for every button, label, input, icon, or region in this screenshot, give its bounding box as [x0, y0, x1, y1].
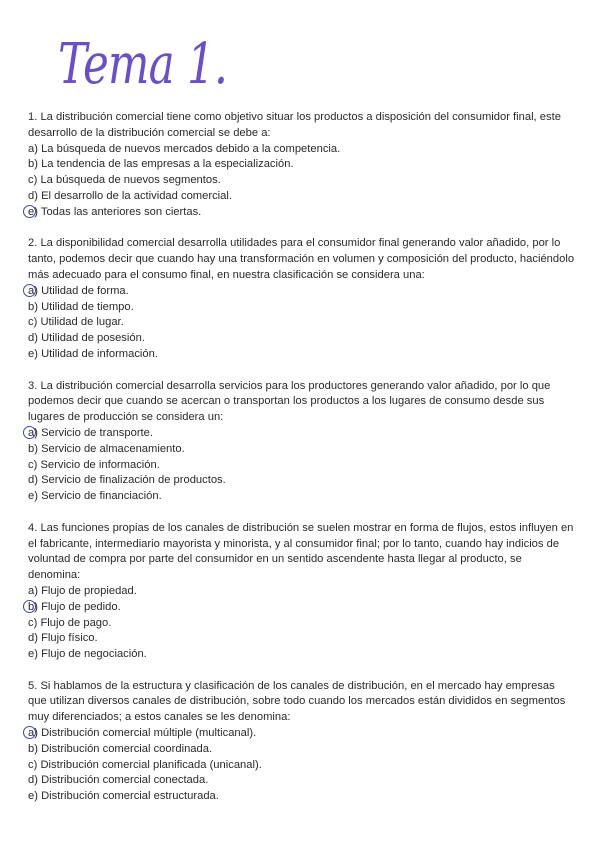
- option-letter: d): [28, 774, 38, 787]
- answer-option: [28, 284, 576, 300]
- answer-option: [28, 789, 576, 805]
- answer-option: [28, 758, 576, 774]
- option-letter: e): [28, 347, 38, 360]
- option-text: Flujo de negociación.: [41, 648, 147, 661]
- option-text: Distribución comercial planificada (unicanal).: [40, 758, 262, 771]
- answer-option: [28, 647, 576, 663]
- answer-option: [28, 616, 576, 632]
- option-letter: b): [28, 158, 38, 171]
- option-letter: b): [28, 742, 38, 755]
- option-letter: e): [28, 205, 38, 218]
- option-letter: a): [28, 284, 38, 297]
- question-list: [28, 110, 576, 821]
- option-letter: d): [28, 474, 38, 487]
- option-letter: a): [28, 727, 38, 740]
- option-text: Servicio de financiación.: [41, 490, 162, 503]
- answer-option: [28, 584, 576, 600]
- answer-option: [28, 726, 576, 742]
- option-text: Utilidad de información.: [41, 347, 158, 360]
- page-title: Tema 1.: [58, 32, 228, 97]
- option-letter: a): [28, 142, 38, 155]
- answer-options: [28, 726, 576, 805]
- option-text: Servicio de almacenamiento.: [41, 442, 185, 455]
- answer-options: [28, 142, 576, 221]
- answer-options: [28, 284, 576, 363]
- option-letter: c): [28, 616, 38, 629]
- answer-options: [28, 584, 576, 663]
- answer-option: [28, 157, 576, 173]
- option-text: Servicio de información.: [40, 458, 160, 471]
- option-text: La búsqueda de nuevos segmentos.: [40, 174, 221, 187]
- option-letter: e): [28, 790, 38, 803]
- option-letter: a): [28, 426, 38, 439]
- option-letter: c): [28, 174, 38, 187]
- option-letter: d): [28, 632, 38, 645]
- option-letter: d): [28, 189, 38, 202]
- option-letter: b): [28, 300, 38, 313]
- answer-option: [28, 473, 576, 489]
- option-letter: c): [28, 758, 38, 771]
- answer-option: [28, 600, 576, 616]
- question-text: 1. La distribución comercial tiene como objetivo situar los productos a disposición del consumidor final, este desarrollo de la distribución comercial se debe a:: [28, 111, 561, 139]
- option-text: Distribución comercial conectada.: [41, 774, 209, 787]
- answer-option: [28, 315, 576, 331]
- option-letter: b): [28, 600, 38, 613]
- answer-option: [28, 205, 576, 221]
- answer-option: [28, 742, 576, 758]
- option-text: Distribución comercial estructurada.: [41, 790, 219, 803]
- question-3: [28, 379, 576, 505]
- question-text: 2. La disponibilidad comercial desarrolla utilidades para el consumidor final generando valor añadido, por lo tanto, podemos decir que cuando hay una transformación en volumen y composición del producto, haciéndolo más adecuado para el consumo final, en nuestra clasificación se considera una:: [28, 237, 575, 281]
- option-text: Distribución comercial coordinada.: [41, 742, 213, 755]
- answer-option: [28, 426, 576, 442]
- answer-option: [28, 142, 576, 158]
- option-letter: c): [28, 316, 38, 329]
- option-text: La tendencia de las empresas a la especialización.: [41, 158, 294, 171]
- option-text: Flujo de propiedad.: [41, 584, 137, 597]
- option-letter: c): [28, 458, 38, 471]
- selected-answer-circle-icon: [23, 600, 36, 613]
- question-4: [28, 521, 576, 663]
- option-letter: a): [28, 584, 38, 597]
- option-text: Flujo de pago.: [40, 616, 112, 629]
- selected-answer-circle-icon: [23, 726, 36, 739]
- answer-option: [28, 442, 576, 458]
- question-text: 4. Las funciones propias de los canales de distribución se suelen mostrar en forma de flujos, estos influyen en el fabricante, intermediario mayorista y minorista, y al consumidor final; por lo tanto, cuando hay indicios de voluntad de compra por parte del consumidor en un sentido ascendente hasta llegar al producto, se denomina:: [28, 521, 574, 582]
- question-5: [28, 679, 576, 805]
- answer-option: [28, 773, 576, 789]
- option-text: Utilidad de forma.: [41, 284, 129, 297]
- option-letter: d): [28, 332, 38, 345]
- question-text: 5. Si hablamos de la estructura y clasificación de los canales de distribución, en el mercado hay empresas que utilizan diversos canales de distribución, sobre todo cuando los mercados están divididos en segmentos muy diferenciados; a estos canales se les denomina:: [28, 679, 566, 724]
- option-letter: e): [28, 490, 38, 503]
- option-text: Flujo de pedido.: [41, 600, 121, 613]
- option-letter: e): [28, 648, 38, 661]
- answer-option: [28, 300, 576, 316]
- question-text: 3. La distribución comercial desarrolla servicios para los productores generando valor añadido, por lo que podemos decir que cuando se acercan o transportan los productos a los lugares de consumo desde sus lugares de producción se considera un:: [28, 379, 551, 424]
- option-text: Utilidad de lugar.: [40, 316, 124, 329]
- selected-answer-circle-icon: [23, 205, 36, 218]
- option-text: Servicio de finalización de productos.: [41, 474, 226, 487]
- selected-answer-circle-icon: [23, 284, 36, 297]
- option-text: Distribución comercial múltiple (multicanal).: [41, 727, 257, 740]
- option-text: La búsqueda de nuevos mercados debido a la competencia.: [41, 142, 341, 155]
- answer-option: [28, 189, 576, 205]
- option-text: Flujo físico.: [41, 632, 98, 645]
- question-1: [28, 110, 576, 221]
- option-letter: b): [28, 442, 38, 455]
- answer-option: [28, 347, 576, 363]
- selected-answer-circle-icon: [23, 426, 36, 439]
- option-text: Todas las anteriores son ciertas.: [40, 205, 202, 218]
- option-text: Servicio de transporte.: [41, 426, 153, 439]
- option-text: Utilidad de posesión.: [41, 332, 145, 345]
- answer-options: [28, 426, 576, 505]
- answer-option: [28, 458, 576, 474]
- answer-option: [28, 331, 576, 347]
- question-2: [28, 236, 576, 362]
- option-text: El desarrollo de la actividad comercial.: [41, 189, 232, 202]
- answer-option: [28, 631, 576, 647]
- answer-option: [28, 173, 576, 189]
- option-text: Utilidad de tiempo.: [41, 300, 134, 313]
- answer-option: [28, 489, 576, 505]
